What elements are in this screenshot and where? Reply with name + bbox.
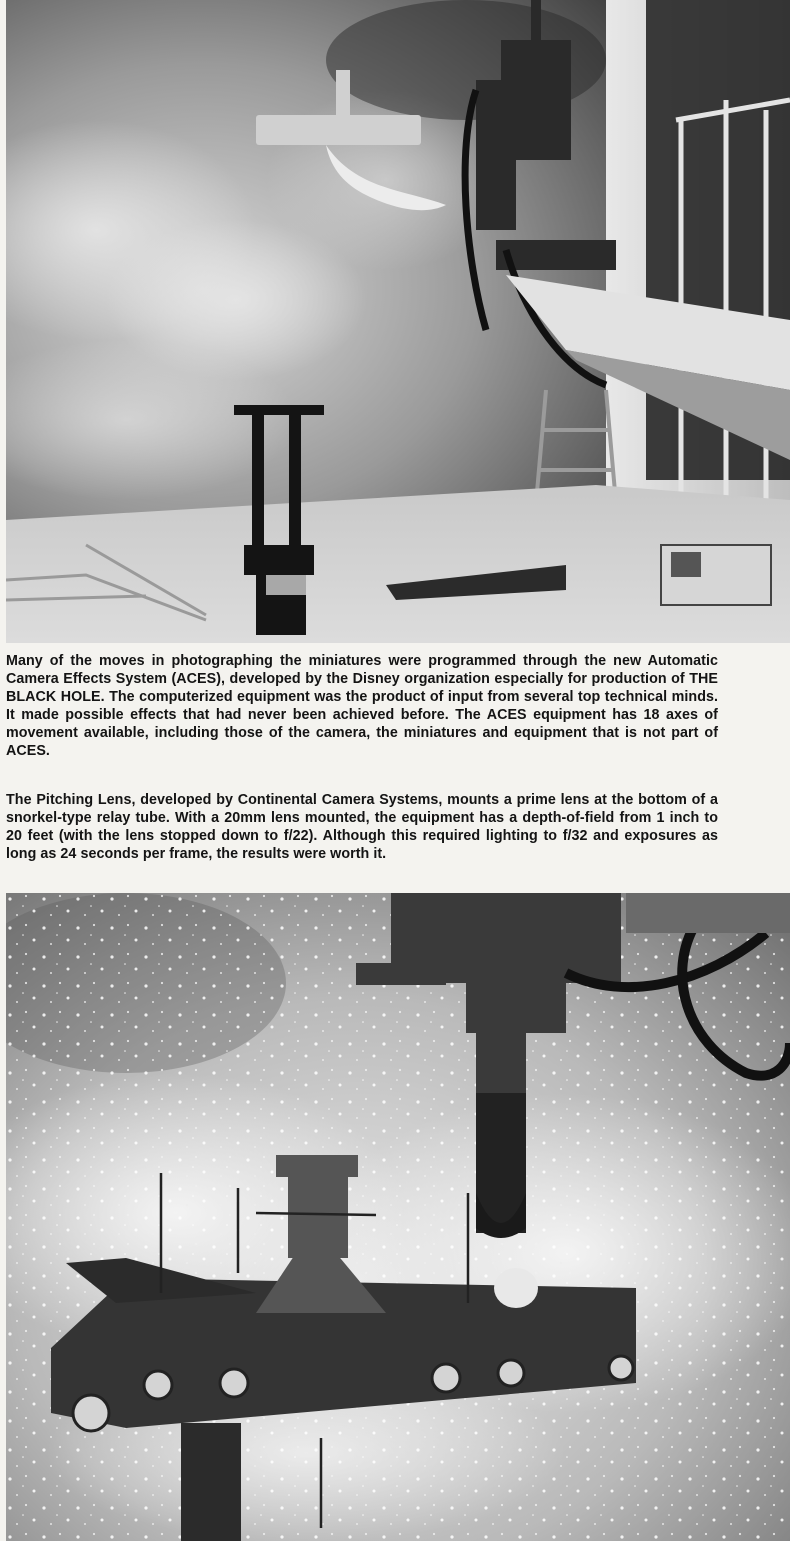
caption-pitching-lens: The Pitching Lens, developed by Continental Camera Systems, mounts a prime lens at the bottom of a snorkel-type relay tube. With a 20mm lens mounted, the equipment has a depth-of-field from 1 inch to 20 feet (with the lens stopped down to f/22). Although this required lighting to f/32 and exposures as long as 24 seconds per frame, the results were worth it. [6, 792, 718, 862]
pitching-lens-photo [6, 893, 790, 1541]
caption-aces: Many of the moves in photographing the miniatures were programmed through the new Automatic Camera Effects System (ACES), developed by the Disney organization especially for production of THE BLACK HOLE. The computerized equipment was the product of input from several top technical minds. It made possible effects that had never been achieved before. The ACES equipment has 18 axes of movement available, including those of the camera, the miniatures and equipment that is not part of ACES. [6, 653, 718, 759]
aces-rig-illustration [6, 0, 790, 643]
aces-rig-photo [6, 0, 790, 643]
pitching-lens-illustration [6, 893, 790, 1541]
